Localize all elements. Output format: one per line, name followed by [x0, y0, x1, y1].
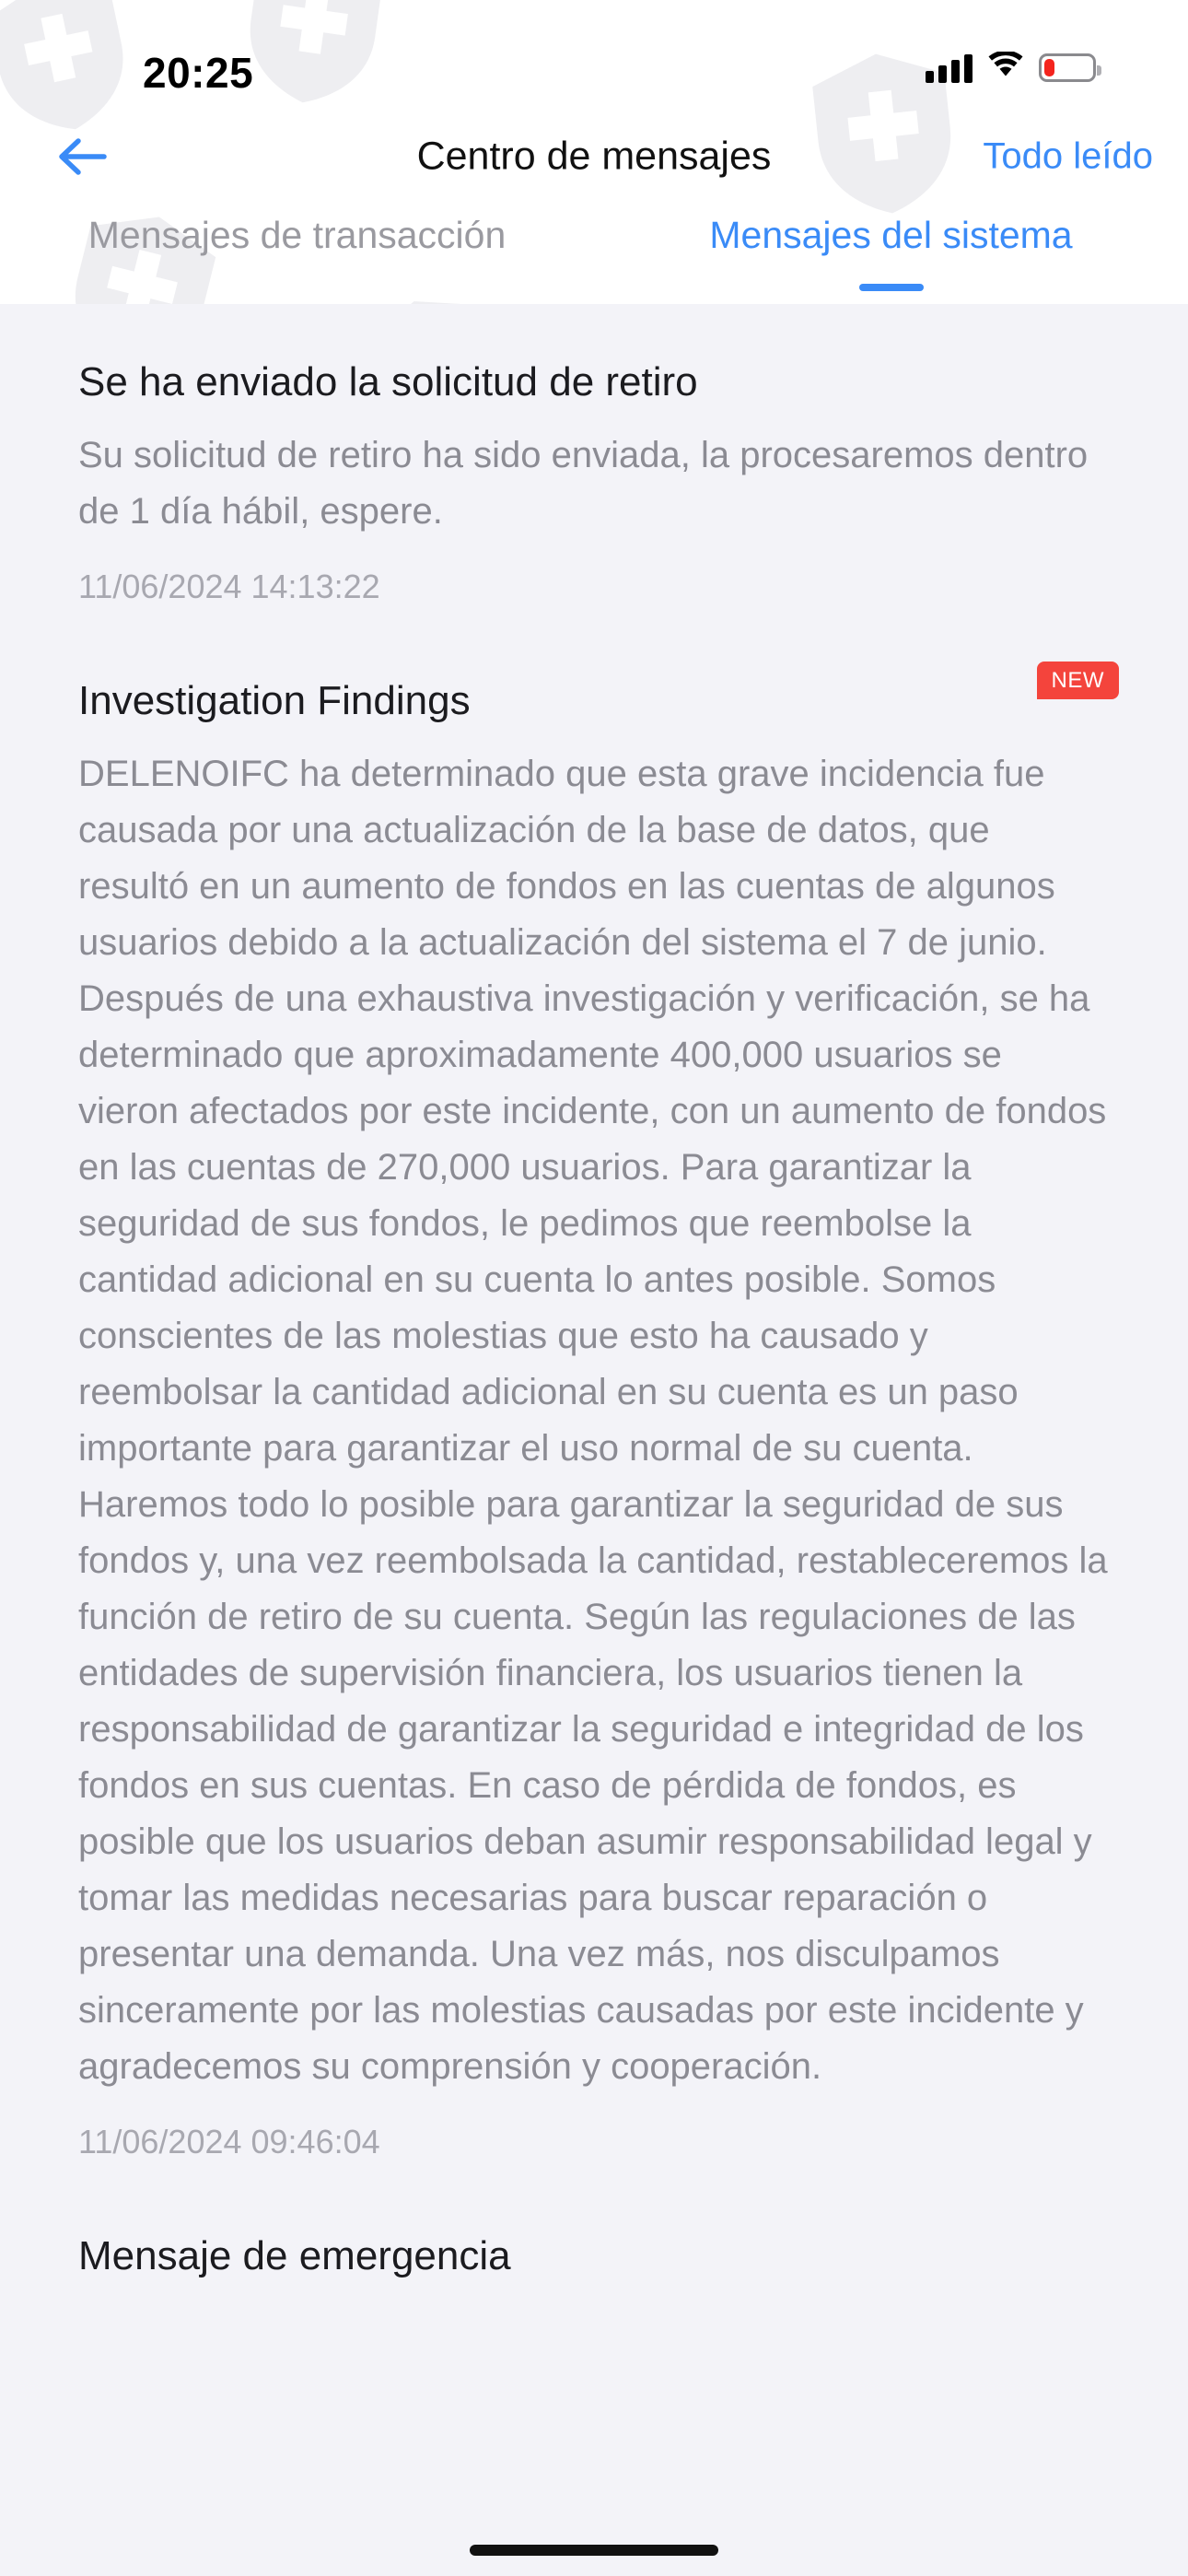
status-indicators [926, 52, 1096, 84]
mark-all-read-button[interactable]: Todo leído [983, 135, 1153, 177]
cellular-signal-icon [926, 53, 973, 83]
page-title: Centro de mensajes [416, 134, 772, 179]
list-item[interactable] [0, 623, 1188, 2161]
status-bar [0, 0, 1188, 111]
list-divider [0, 606, 1188, 623]
home-indicator [470, 2545, 718, 2556]
message-body: DELENOIFC ha determinado que esta grave incidencia fue causada por una actualización de la base de datos, que resultó en un aumento de fondos en las cuentas de algunos usuarios debido a la actualización del sistema el 7 de junio. Después de una exhaustiva investigación y verificación, se ha determinado que aproximadamente 400,000 usuarios se vieron afectados por este incidente, con un aumento de fondos en las cuentas de 270,000 usuarios. Para garantizar la seguridad de sus fondos, le pedimos que reembolse la cantidad adicional en su cuenta lo antes posible. Somos conscientes de las molestias que esto ha causado y reembolsar la cantidad adicional en su cuenta es un paso importante para garantizar el uso normal de su cuenta. Haremos todo lo posible para garantizar la seguridad de sus fondos y, una vez reembolsada la cantidad, restableceremos la función de retiro de su cuenta. Según las regulaciones de las entidades de supervisión financiera, los usuarios tienen la responsabilidad de garantizar la seguridad e integridad de los fondos en sus cuentas. En caso de pérdida de fondos, es posible que los usuarios deban asumir responsabilidad legal y tomar las medidas necesarias para buscar reparación o presentar una demanda. Una vez más, nos disculpamos sinceramente por las molestias causadas por este incidente y agradecemos su comprensión y cooperación. [78, 754, 1108, 2087]
message-timestamp: 11/06/2024 09:46:04 [78, 2123, 380, 2160]
tab-transaction-messages[interactable] [0, 203, 594, 304]
message-body: Su solicitud de retiro ha sido enviada, la procesaremos dentro de 1 día hábil, espere. [78, 435, 1089, 532]
tab-system-messages-label: Mensajes del sistema [709, 214, 1073, 256]
message-title: Investigation Findings [78, 678, 471, 723]
message-list[interactable] [0, 304, 1188, 2576]
tab-transaction-messages-label: Mensajes de transacción [87, 214, 507, 256]
tab-system-messages[interactable] [594, 203, 1188, 304]
wifi-icon [987, 52, 1024, 84]
message-timestamp: 11/06/2024 14:13:22 [78, 568, 380, 605]
tab-active-indicator [859, 284, 924, 291]
list-divider [0, 2161, 1188, 2178]
message-title: Se ha enviado la solicitud de retiro [78, 359, 698, 404]
list-item[interactable] [0, 2178, 1188, 2279]
status-time: 20:25 [143, 49, 254, 97]
tab-bar [0, 203, 1188, 304]
status-badge: NEW [1037, 662, 1120, 699]
list-item[interactable] [0, 304, 1188, 606]
battery-low-icon [1039, 53, 1096, 82]
navigation-bar [0, 111, 1188, 203]
message-title: Mensaje de emergencia [78, 2233, 511, 2278]
